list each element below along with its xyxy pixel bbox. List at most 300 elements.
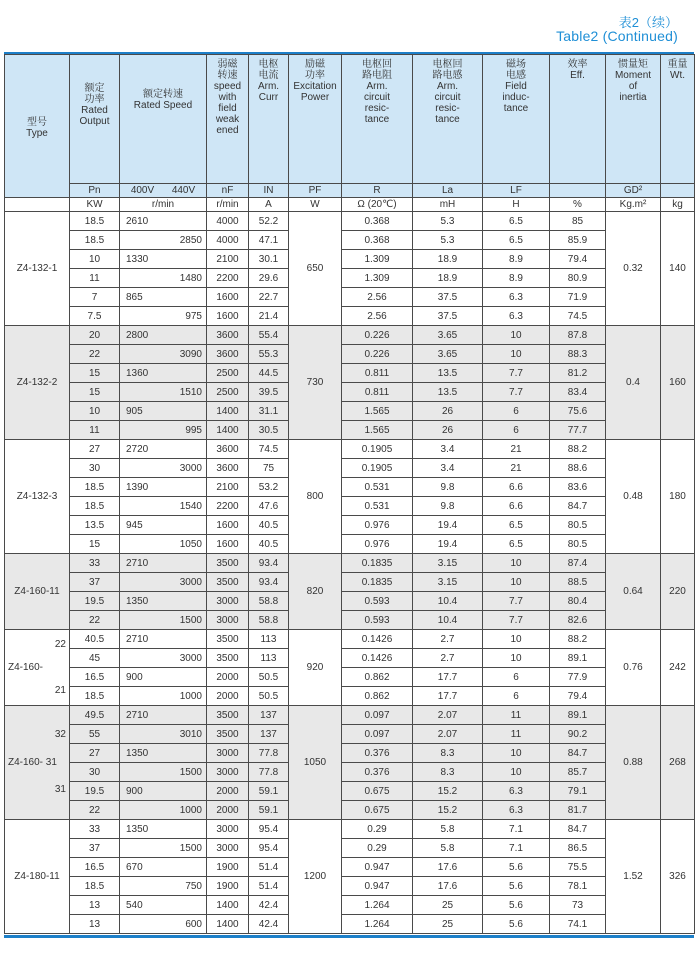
cell-eff: 77.9 xyxy=(550,668,606,687)
cell-weak-speed: 3500 xyxy=(207,649,249,668)
cell-eff: 87.4 xyxy=(550,554,606,573)
cell-output: 18.5 xyxy=(70,687,120,706)
speed-440v: 3010 xyxy=(179,728,202,740)
cell-output: 49.5 xyxy=(70,706,120,725)
cell-field-inductance: 7.7 xyxy=(483,383,550,402)
speed-400v: 2610 xyxy=(126,215,149,227)
cell-rated-speed xyxy=(120,231,207,250)
cell-weak-speed: 1900 xyxy=(207,877,249,896)
cell-resistance: 0.811 xyxy=(342,364,413,383)
cell-rated-speed xyxy=(120,630,207,649)
cell-output: 10 xyxy=(70,402,120,421)
cell-weak-speed: 2200 xyxy=(207,497,249,516)
cell-weak-speed: 3600 xyxy=(207,345,249,364)
cell-output: 7 xyxy=(70,288,120,307)
sym-lf: LF xyxy=(483,184,550,198)
cell-inductance: 19.4 xyxy=(413,535,483,554)
cell-weak-speed: 3600 xyxy=(207,459,249,478)
cell-rated-speed xyxy=(120,649,207,668)
cell-inductance: 3.4 xyxy=(413,459,483,478)
cell-eff: 83.6 xyxy=(550,478,606,497)
cell-arm-curr: 29.6 xyxy=(249,269,289,288)
table-row xyxy=(5,250,695,269)
type-variant-lower: 31 xyxy=(54,784,66,796)
speed-400v: 1390 xyxy=(126,481,149,493)
cell-weak-speed: 3000 xyxy=(207,763,249,782)
cell-inductance: 3.65 xyxy=(413,345,483,364)
table-row xyxy=(5,877,695,896)
header-weight: 重量 Wt. xyxy=(661,55,695,184)
sym-in: IN xyxy=(249,184,289,198)
table-row xyxy=(5,706,695,725)
type-cell xyxy=(5,706,70,820)
group-1 xyxy=(5,326,695,440)
cell-inductance: 5.3 xyxy=(413,212,483,231)
cell-resistance: 0.1905 xyxy=(342,440,413,459)
cell-arm-curr: 40.5 xyxy=(249,535,289,554)
cell-output: 20 xyxy=(70,326,120,345)
group-4 xyxy=(5,630,695,706)
table-row xyxy=(5,782,695,801)
cell-field-inductance: 10 xyxy=(483,744,550,763)
cell-output: 33 xyxy=(70,554,120,573)
cell-rated-speed xyxy=(120,535,207,554)
cell-inductance: 2.7 xyxy=(413,630,483,649)
type-label: Z4-132-2 xyxy=(5,326,70,440)
cell-output: 19.5 xyxy=(70,592,120,611)
table-row xyxy=(5,744,695,763)
cell-rated-speed xyxy=(120,554,207,573)
cell-output: 11 xyxy=(70,269,120,288)
cell-weak-speed: 2500 xyxy=(207,383,249,402)
cell-resistance: 1.309 xyxy=(342,250,413,269)
cell-eff: 80.5 xyxy=(550,516,606,535)
cell-eff: 79.1 xyxy=(550,782,606,801)
header-arm-resistance: 电枢回 路电阻 Arm. circuit resic- tance xyxy=(342,55,413,184)
cell-weak-speed: 1600 xyxy=(207,535,249,554)
cell-eff: 71.9 xyxy=(550,288,606,307)
cell-arm-curr: 137 xyxy=(249,725,289,744)
speed-400v: 2710 xyxy=(126,557,149,569)
cell-field-inductance: 5.6 xyxy=(483,858,550,877)
cell-arm-curr: 75 xyxy=(249,459,289,478)
cell-field-inductance: 10 xyxy=(483,345,550,364)
cell-field-inductance: 11 xyxy=(483,706,550,725)
cell-eff: 81.7 xyxy=(550,801,606,820)
speed-440v: 1000 xyxy=(179,804,202,816)
cell-resistance: 0.097 xyxy=(342,725,413,744)
cell-weight: 326 xyxy=(661,820,695,934)
sym-la: La xyxy=(413,184,483,198)
header-weak-speed: 弱磁 转速 speed with field weak ened xyxy=(207,55,249,184)
cell-field-inductance: 8.9 xyxy=(483,250,550,269)
cell-rated-speed xyxy=(120,383,207,402)
cell-output: 33 xyxy=(70,820,120,839)
group-3 xyxy=(5,554,695,630)
type-variant-upper: 22 xyxy=(54,638,66,650)
speed-440v: 750 xyxy=(185,880,202,892)
unit-a: A xyxy=(249,198,289,212)
cell-output: 37 xyxy=(70,573,120,592)
cell-rated-speed xyxy=(120,839,207,858)
cell-inductance: 26 xyxy=(413,402,483,421)
cell-resistance: 0.226 xyxy=(342,326,413,345)
cell-output: 19.5 xyxy=(70,782,120,801)
cell-eff: 88.3 xyxy=(550,345,606,364)
cell-rated-speed xyxy=(120,497,207,516)
cell-resistance: 1.309 xyxy=(342,269,413,288)
sym-nf: nF xyxy=(207,184,249,198)
cell-field-inductance: 5.6 xyxy=(483,915,550,934)
cell-inductance: 17.7 xyxy=(413,687,483,706)
cell-inductance: 15.2 xyxy=(413,801,483,820)
table-row xyxy=(5,459,695,478)
cell-resistance: 0.1426 xyxy=(342,630,413,649)
cell-field-inductance: 10 xyxy=(483,649,550,668)
table-row xyxy=(5,345,695,364)
cell-weak-speed: 1600 xyxy=(207,516,249,535)
cell-rated-speed xyxy=(120,877,207,896)
cell-resistance: 0.531 xyxy=(342,497,413,516)
cell-field-inductance: 8.9 xyxy=(483,269,550,288)
speed-400v: 1360 xyxy=(126,367,149,379)
speed-400v: 945 xyxy=(126,519,143,531)
cell-eff: 88.5 xyxy=(550,573,606,592)
cell-inductance: 3.4 xyxy=(413,440,483,459)
unit-w: W xyxy=(289,198,342,212)
cell-rated-speed xyxy=(120,592,207,611)
cell-rated-speed xyxy=(120,801,207,820)
table-row xyxy=(5,611,695,630)
cell-arm-curr: 52.2 xyxy=(249,212,289,231)
cell-resistance: 0.376 xyxy=(342,744,413,763)
speed-440v: 1500 xyxy=(179,766,202,778)
cell-moment: 1.52 xyxy=(606,820,661,934)
cell-inductance: 5.8 xyxy=(413,820,483,839)
cell-field-inductance: 6 xyxy=(483,687,550,706)
cell-field-inductance: 6.5 xyxy=(483,212,550,231)
cell-arm-curr: 58.8 xyxy=(249,611,289,630)
cell-eff: 86.5 xyxy=(550,839,606,858)
cell-weak-speed: 3500 xyxy=(207,554,249,573)
cell-inductance: 2.07 xyxy=(413,706,483,725)
cell-rated-speed xyxy=(120,763,207,782)
cell-arm-curr: 44.5 xyxy=(249,364,289,383)
cell-weak-speed: 2500 xyxy=(207,364,249,383)
cell-weak-speed: 1400 xyxy=(207,402,249,421)
cell-arm-curr: 59.1 xyxy=(249,801,289,820)
cell-rated-speed xyxy=(120,668,207,687)
cell-weak-speed: 3500 xyxy=(207,573,249,592)
cell-arm-curr: 113 xyxy=(249,630,289,649)
cell-eff: 84.7 xyxy=(550,744,606,763)
speed-440v: 3090 xyxy=(179,348,202,360)
cell-field-inductance: 6.3 xyxy=(483,288,550,307)
type-cell xyxy=(5,630,70,706)
cell-weight: 268 xyxy=(661,706,695,820)
cell-weak-speed: 2000 xyxy=(207,668,249,687)
cell-arm-curr: 77.8 xyxy=(249,744,289,763)
cell-field-inductance: 7.7 xyxy=(483,364,550,383)
cell-resistance: 1.264 xyxy=(342,896,413,915)
cell-inductance: 3.65 xyxy=(413,326,483,345)
cell-weak-speed: 1400 xyxy=(207,896,249,915)
cell-rated-speed xyxy=(120,687,207,706)
cell-field-inductance: 7.1 xyxy=(483,839,550,858)
cell-field-inductance: 10 xyxy=(483,763,550,782)
table-row xyxy=(5,573,695,592)
table-row xyxy=(5,307,695,326)
table-row xyxy=(5,668,695,687)
cell-field-inductance: 11 xyxy=(483,725,550,744)
table-row xyxy=(5,801,695,820)
speed-440v: 995 xyxy=(185,424,202,436)
cell-arm-curr: 21.4 xyxy=(249,307,289,326)
table-row xyxy=(5,288,695,307)
cell-eff: 79.4 xyxy=(550,687,606,706)
speed-400v: 905 xyxy=(126,405,143,417)
cell-inductance: 18.9 xyxy=(413,269,483,288)
unit-type xyxy=(5,198,70,212)
cell-arm-curr: 22.7 xyxy=(249,288,289,307)
cell-field-inductance: 10 xyxy=(483,554,550,573)
cell-weak-speed: 3000 xyxy=(207,611,249,630)
speed-400v: 1350 xyxy=(126,747,149,759)
cell-inductance: 37.5 xyxy=(413,307,483,326)
cell-eff: 73 xyxy=(550,896,606,915)
cell-arm-curr: 50.5 xyxy=(249,687,289,706)
cell-arm-curr: 30.5 xyxy=(249,421,289,440)
table-row xyxy=(5,896,695,915)
cell-weak-speed: 1900 xyxy=(207,858,249,877)
sym-gd: GD² xyxy=(606,184,661,198)
cell-arm-curr: 113 xyxy=(249,649,289,668)
cell-inductance: 2.7 xyxy=(413,649,483,668)
sym-pf: PF xyxy=(289,184,342,198)
cell-inductance: 9.8 xyxy=(413,478,483,497)
cell-eff: 77.7 xyxy=(550,421,606,440)
cell-rated-speed xyxy=(120,915,207,934)
cell-arm-curr: 30.1 xyxy=(249,250,289,269)
cell-inductance: 17.6 xyxy=(413,877,483,896)
cell-resistance: 1.264 xyxy=(342,915,413,934)
cell-arm-curr: 93.4 xyxy=(249,573,289,592)
table-row xyxy=(5,516,695,535)
cell-output: 22 xyxy=(70,611,120,630)
cell-field-inductance: 7.7 xyxy=(483,611,550,630)
cell-moment: 0.4 xyxy=(606,326,661,440)
cell-eff: 80.5 xyxy=(550,535,606,554)
cell-rated-speed xyxy=(120,307,207,326)
cell-arm-curr: 47.1 xyxy=(249,231,289,250)
cell-eff: 75.6 xyxy=(550,402,606,421)
cell-inductance: 13.5 xyxy=(413,364,483,383)
cell-excitation: 1200 xyxy=(289,820,342,934)
cell-inductance: 8.3 xyxy=(413,763,483,782)
speed-400v: 2720 xyxy=(126,443,149,455)
cell-field-inductance: 7.7 xyxy=(483,592,550,611)
cell-excitation: 800 xyxy=(289,440,342,554)
cell-eff: 75.5 xyxy=(550,858,606,877)
cell-inductance: 10.4 xyxy=(413,611,483,630)
cell-field-inductance: 6.6 xyxy=(483,497,550,516)
cell-arm-curr: 95.4 xyxy=(249,820,289,839)
cell-output: 18.5 xyxy=(70,231,120,250)
cell-rated-speed xyxy=(120,421,207,440)
cell-output: 7.5 xyxy=(70,307,120,326)
cell-weak-speed: 2100 xyxy=(207,478,249,497)
cell-field-inductance: 10 xyxy=(483,573,550,592)
type-label: Z4-180-11 xyxy=(5,820,70,934)
cell-resistance: 0.862 xyxy=(342,668,413,687)
cell-inductance: 10.4 xyxy=(413,592,483,611)
cell-output: 16.5 xyxy=(70,858,120,877)
cell-arm-curr: 40.5 xyxy=(249,516,289,535)
cell-output: 30 xyxy=(70,459,120,478)
sym-eff xyxy=(550,184,606,198)
group-6 xyxy=(5,820,695,934)
cell-eff: 80.4 xyxy=(550,592,606,611)
cell-weight: 220 xyxy=(661,554,695,630)
cell-field-inductance: 10 xyxy=(483,326,550,345)
type-label: Z4-132-3 xyxy=(5,440,70,554)
cell-eff: 78.1 xyxy=(550,877,606,896)
cell-inductance: 3.15 xyxy=(413,554,483,573)
cell-weight: 160 xyxy=(661,326,695,440)
speed-400v: 540 xyxy=(126,899,143,911)
cell-field-inductance: 5.6 xyxy=(483,877,550,896)
cell-inductance: 19.4 xyxy=(413,516,483,535)
cell-inductance: 3.15 xyxy=(413,573,483,592)
cell-resistance: 0.368 xyxy=(342,231,413,250)
cell-moment: 0.32 xyxy=(606,212,661,326)
sym-wt xyxy=(661,184,695,198)
cell-rated-speed xyxy=(120,326,207,345)
cell-resistance: 0.947 xyxy=(342,858,413,877)
cell-rated-speed xyxy=(120,611,207,630)
sym-voltages: 400V 440V xyxy=(120,184,207,198)
unit-h: H xyxy=(483,198,550,212)
cell-arm-curr: 77.8 xyxy=(249,763,289,782)
cell-arm-curr: 55.3 xyxy=(249,345,289,364)
cell-inductance: 37.5 xyxy=(413,288,483,307)
unit-rmin-weak: r/min xyxy=(207,198,249,212)
cell-eff: 74.5 xyxy=(550,307,606,326)
cell-rated-speed xyxy=(120,459,207,478)
type-label: Z4-160- xyxy=(8,661,44,673)
cell-weak-speed: 3500 xyxy=(207,706,249,725)
cell-eff: 81.2 xyxy=(550,364,606,383)
table-row xyxy=(5,326,695,345)
cell-output: 18.5 xyxy=(70,497,120,516)
cell-resistance: 0.531 xyxy=(342,478,413,497)
table-row xyxy=(5,402,695,421)
cell-inductance: 18.9 xyxy=(413,250,483,269)
cell-moment: 0.64 xyxy=(606,554,661,630)
cell-arm-curr: 93.4 xyxy=(249,554,289,573)
cell-resistance: 1.565 xyxy=(342,402,413,421)
cell-field-inductance: 6 xyxy=(483,402,550,421)
cell-resistance: 0.1426 xyxy=(342,649,413,668)
cell-moment: 0.88 xyxy=(606,706,661,820)
cell-rated-speed xyxy=(120,706,207,725)
cell-inductance: 17.7 xyxy=(413,668,483,687)
type-label: Z4-160-11 xyxy=(5,554,70,630)
cell-resistance: 2.56 xyxy=(342,288,413,307)
table-row xyxy=(5,687,695,706)
cell-weak-speed: 2100 xyxy=(207,250,249,269)
table-row xyxy=(5,383,695,402)
sym-pn: Pn xyxy=(70,184,120,198)
cell-output: 18.5 xyxy=(70,212,120,231)
cell-field-inductance: 5.6 xyxy=(483,896,550,915)
cell-field-inductance: 6.6 xyxy=(483,478,550,497)
unit-kw: KW xyxy=(70,198,120,212)
cell-output: 18.5 xyxy=(70,877,120,896)
cell-inductance: 15.2 xyxy=(413,782,483,801)
unit-mh: mH xyxy=(413,198,483,212)
speed-400v: 1330 xyxy=(126,253,149,265)
cell-excitation: 730 xyxy=(289,326,342,440)
cell-inductance: 5.3 xyxy=(413,231,483,250)
cell-weak-speed: 3000 xyxy=(207,592,249,611)
cell-output: 27 xyxy=(70,744,120,763)
cell-moment: 0.48 xyxy=(606,440,661,554)
speed-440v: 3000 xyxy=(179,652,202,664)
speed-440v: 2850 xyxy=(179,234,202,246)
type-variant-upper: 32 xyxy=(54,728,66,740)
group-0 xyxy=(5,212,695,326)
speed-400v: 2710 xyxy=(126,633,149,645)
cell-arm-curr: 51.4 xyxy=(249,858,289,877)
cell-weight: 242 xyxy=(661,630,695,706)
sym-r: R xyxy=(342,184,413,198)
cell-resistance: 0.675 xyxy=(342,801,413,820)
cell-weight: 140 xyxy=(661,212,695,326)
header-excitation: 励磁 功率 Excitation Power xyxy=(289,55,342,184)
header-arm-inductance: 电枢回 路电感 Arm. circuit resic- tance xyxy=(413,55,483,184)
cell-eff: 85.9 xyxy=(550,231,606,250)
cell-output: 45 xyxy=(70,649,120,668)
speed-440v: 1540 xyxy=(179,500,202,512)
unit-pct: % xyxy=(550,198,606,212)
cell-field-inductance: 6.5 xyxy=(483,516,550,535)
cell-resistance: 1.565 xyxy=(342,421,413,440)
speed-440v: 975 xyxy=(185,310,202,322)
bottom-rule xyxy=(4,935,694,938)
table-row xyxy=(5,212,695,231)
cell-rated-speed xyxy=(120,364,207,383)
speed-440v: 1510 xyxy=(179,386,202,398)
motor-spec-table xyxy=(4,54,695,934)
cell-eff: 84.7 xyxy=(550,820,606,839)
speed-440v: 1480 xyxy=(179,272,202,284)
cell-inductance: 8.3 xyxy=(413,744,483,763)
header-arm-curr: 电枢 电流 Arm. Curr xyxy=(249,55,289,184)
cell-weak-speed: 3500 xyxy=(207,630,249,649)
speed-400v: 1350 xyxy=(126,595,149,607)
cell-eff: 82.6 xyxy=(550,611,606,630)
cell-rated-speed xyxy=(120,820,207,839)
cell-arm-curr: 53.2 xyxy=(249,478,289,497)
cell-weak-speed: 3600 xyxy=(207,326,249,345)
cell-eff: 88.6 xyxy=(550,459,606,478)
speed-440v: 3000 xyxy=(179,462,202,474)
cell-resistance: 0.593 xyxy=(342,592,413,611)
cell-rated-speed xyxy=(120,782,207,801)
table-row xyxy=(5,763,695,782)
type-variant-lower: 21 xyxy=(54,684,66,696)
